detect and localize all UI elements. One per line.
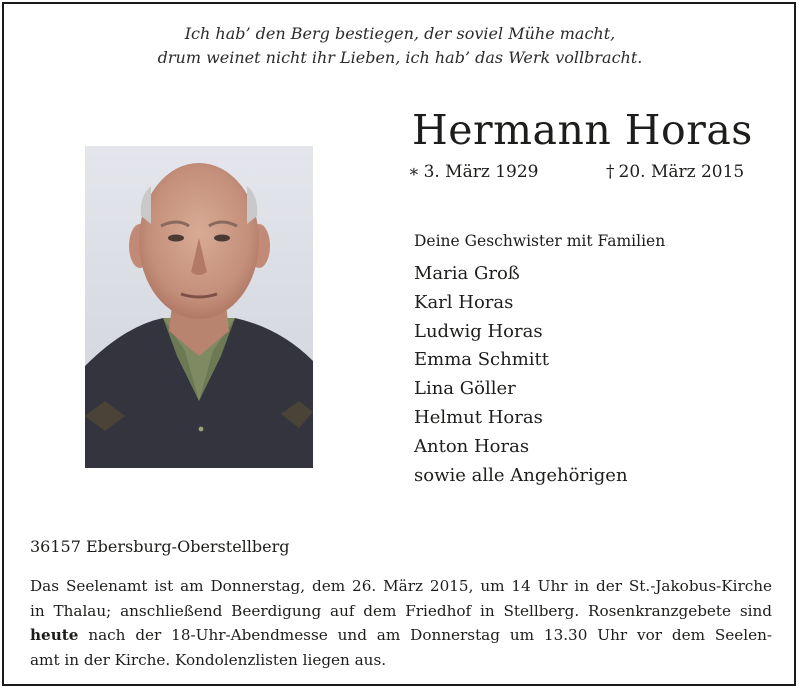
mourners-list xyxy=(414,260,628,490)
notice-line-2: in Thalau; anschließend Beerdigung auf dem Friedhof in Stellberg. Rosenkranzgebete sind xyxy=(30,601,772,620)
notice-emphasis-today: heute xyxy=(30,626,79,644)
death-date: 20. März 2015 xyxy=(618,162,745,182)
notice-line-4: amt in der Kirche. Kondolenzlisten liegen aus. xyxy=(30,650,387,669)
mourner-name: Emma Schmitt xyxy=(414,349,550,371)
notice-line-1: Das Seelenamt ist am Donnerstag, dem 26. März 2015, um 14 Uhr in der St.-Jakobus-Kirche xyxy=(30,577,772,595)
notice-line-3-rest: nach der 18-Uhr-Abendmesse und am Donnerstag um 13.30 Uhr vor dem Seelen- xyxy=(78,626,772,644)
motto-line-2: drum weinet nicht ihr Lieben, ich hab’ das Werk vollbracht. xyxy=(157,48,643,67)
mourner-name: Lina Göller xyxy=(414,378,516,400)
mourner-name: Helmut Horas xyxy=(414,406,543,428)
mourner-name: Karl Horas xyxy=(414,291,514,313)
death-cross-icon: † xyxy=(606,162,615,182)
mourner-name: Maria Groß xyxy=(414,263,520,284)
death-date-line xyxy=(606,160,744,184)
deceased-name: Hermann Horas xyxy=(412,106,753,154)
birth-date-line xyxy=(408,160,538,184)
funeral-notice xyxy=(30,574,772,672)
portrait-photo xyxy=(85,146,313,468)
motto-line-1: Ich hab’ den Berg bestiegen, der soviel Mühe macht, xyxy=(184,24,616,43)
birth-star-icon: ∗ xyxy=(408,162,420,182)
notice-line-3 xyxy=(30,623,772,648)
mourner-relatives: sowie alle Angehörigen xyxy=(414,464,628,486)
birth-date: 3. März 1929 xyxy=(423,162,539,182)
mourner-name: Anton Horas xyxy=(414,435,530,457)
family-address: 36157 Ebersburg-Oberstellberg xyxy=(30,537,290,556)
mourners-intro: Deine Geschwister mit Familien xyxy=(414,232,666,250)
mourner-name: Ludwig Horas xyxy=(414,320,543,342)
